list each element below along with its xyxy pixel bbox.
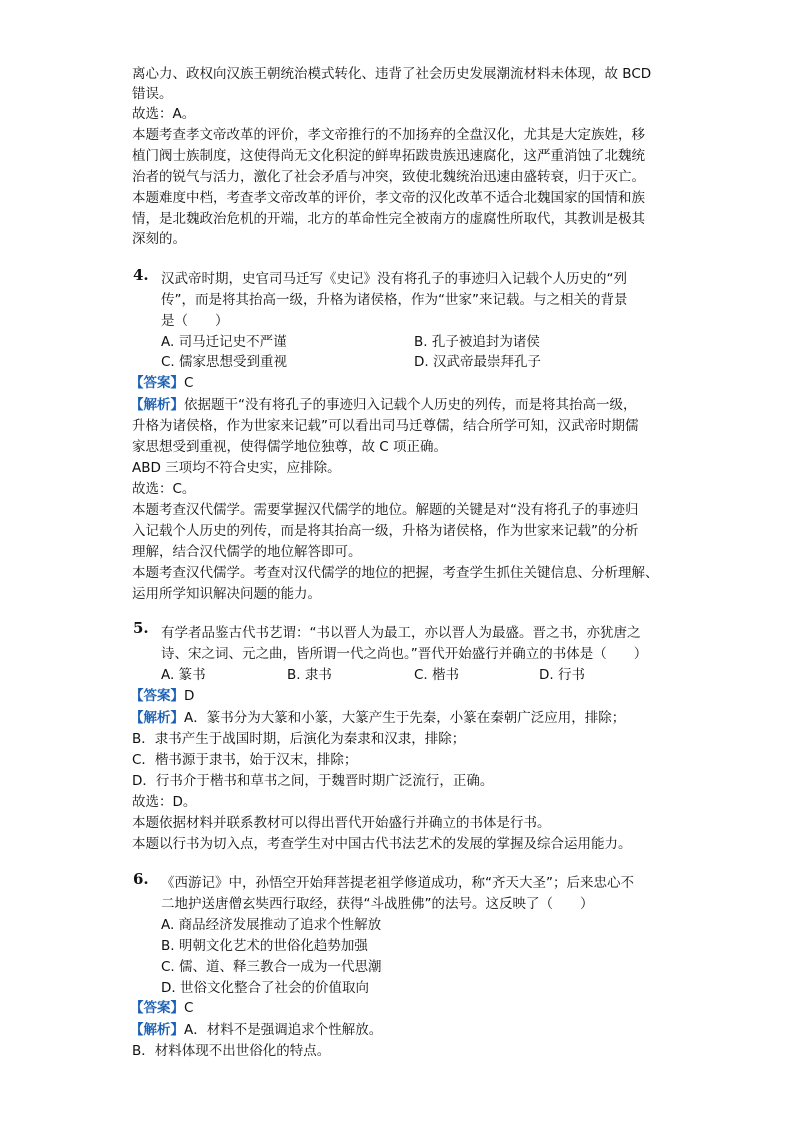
analysis-line xyxy=(130,1020,382,1040)
prev-choose: 故选：A。 xyxy=(132,106,196,122)
question-stem-line: 二地护送唐僧玄奘西行取经，获得“斗战胜佛”的法号。这反映了（ ） xyxy=(161,896,594,912)
answer-value: D xyxy=(184,688,195,704)
answer-tag: 【答案】 xyxy=(130,375,184,391)
prev-comment-line: 情，是北魏政治危机的开端，北方的革命性完全被南方的虚腐性所取代，其教训是极其 xyxy=(132,211,645,227)
question-stem-line: 诗、宋之词、元之曲，皆所谓一代之尚也。”晋代开始盛行并确立的书体是（ ） xyxy=(161,646,648,662)
analysis-tag: 【解析】 xyxy=(130,397,184,413)
option-a: A. 商品经济发展推动了追求个性解放 xyxy=(161,917,382,933)
question-stem-line: 《西游记》中，孙悟空开始拜菩提老祖学修道成功，称“齐天大圣”；后来忠心不 xyxy=(161,875,634,891)
comment-line: 入记载个人历史的列传，而是将其抬高一级，升格为诸侯格，作为世家来记载”的分析 xyxy=(132,523,639,539)
comment-line: 本题考查汉代儒学。需要掌握汉代儒学的地位。解题的关键是对“没有将孔子的事迹归 xyxy=(132,502,639,518)
comment-line: 本题依据材料并联系教材可以得出晋代开始盛行并确立的书体是行书。 xyxy=(132,815,551,831)
analysis-text: A．篆书分为大篆和小篆，大篆产生于先秦，小篆在秦朝广泛应用，排除； xyxy=(184,710,626,726)
option-c: C. 楷书 xyxy=(414,667,460,683)
question-stem-line: 有学者品鉴古代书艺谓：“书以晋人为最工，亦以晋人为最盛。晋之书，亦犹唐之 xyxy=(161,625,641,641)
answer-value: C xyxy=(184,1000,194,1016)
option-c: C. 儒家思想受到重视 xyxy=(161,354,288,370)
option-b: B. 明朝文化艺术的世俗化趋势加强 xyxy=(161,938,368,954)
analysis-text: ABD 三项均不符合史实，应排除。 xyxy=(132,460,341,476)
analysis-tag: 【解析】 xyxy=(130,1022,184,1038)
option-b: B. 隶书 xyxy=(287,667,332,683)
question-stem-line: 传”，而是将其抬高一级，升格为诸侯格，作为“世家”来记载。与之相关的背景 xyxy=(161,292,628,308)
option-b: B. 孔子被追封为诸侯 xyxy=(414,334,540,350)
answer-line xyxy=(130,686,194,706)
analysis-text: 依据题干“没有将孔子的事迹归入记载个人历史的列传，而是将其抬高一级， xyxy=(184,397,637,413)
comment-line: 本题考查汉代儒学。考查对汉代儒学的地位的把握，考查学生抓住关键信息、分析理解、 xyxy=(132,565,659,581)
prev-comment-line: 本题难度中档，考查孝文帝改革的评价，孝文帝的汉化改革不适合北魏国家的国情和族 xyxy=(132,190,645,206)
answer-value: C xyxy=(184,375,194,391)
analysis-line xyxy=(130,395,637,415)
question-number: 6. xyxy=(133,870,149,888)
analysis-text: D．行书介于楷书和草书之间，于魏晋时期广泛流行，正确。 xyxy=(132,773,494,789)
option-d: D. 汉武帝最崇拜孔子 xyxy=(414,354,541,370)
question-number: 5. xyxy=(133,619,149,637)
analysis-text: A．材料不是强调追求个性解放。 xyxy=(184,1022,383,1038)
option-d: D. 行书 xyxy=(539,667,585,683)
answer-line xyxy=(130,373,193,393)
choose-line: 故选：D。 xyxy=(132,794,197,810)
prev-comment-line: 深刻的。 xyxy=(132,231,186,247)
analysis-tag: 【解析】 xyxy=(130,710,184,726)
analysis-text: 家思想受到重视，使得儒学地位独尊，故 C 项正确。 xyxy=(132,439,448,455)
answer-tag: 【答案】 xyxy=(130,1000,184,1016)
choose-line: 故选：C。 xyxy=(132,481,196,497)
prev-comment-line: 本题考查孝文帝改革的评价，孝文帝推行的不加扬弃的全盘汉化，尤其是大定族姓，移 xyxy=(132,127,645,143)
prev-analysis-line: 错误。 xyxy=(132,86,173,102)
option-a: A. 司马迁记史不严谨 xyxy=(161,334,287,350)
analysis-text: B．材料体现不出世俗化的特点。 xyxy=(132,1043,331,1059)
prev-comment-line: 治者的锐气与活力，激化了社会矛盾与冲突，致使北魏统治迅速由盛转衰，归于灭亡。 xyxy=(132,169,645,185)
option-a: A. 篆书 xyxy=(161,667,206,683)
analysis-text: B．隶书产生于战国时期，后演化为秦隶和汉隶，排除； xyxy=(132,731,466,747)
analysis-line xyxy=(130,708,625,728)
question-number: 4. xyxy=(133,266,149,284)
question-stem-line: 是（ ） xyxy=(161,313,229,329)
answer-line xyxy=(130,998,193,1018)
analysis-text: C．楷书源于隶书，始于汉末，排除； xyxy=(132,752,358,768)
prev-analysis-line: 离心力、政权向汉族王朝统治模式转化、违背了社会历史发展潮流材料未体现，故 BCD xyxy=(132,66,652,82)
answer-tag: 【答案】 xyxy=(130,688,184,704)
comment-line: 理解，结合汉代儒学的地位解答即可。 xyxy=(132,544,362,560)
comment-line: 本题以行书为切入点，考查学生对中国古代书法艺术的发展的掌握及综合运用能力。 xyxy=(132,836,632,852)
option-d: D. 世俗文化整合了社会的价值取向 xyxy=(161,980,369,996)
analysis-text: 升格为诸侯格，作为世家来记载”可以看出司马迁尊儒，结合所学可知，汉武帝时期儒 xyxy=(132,418,639,434)
option-c: C. 儒、道、释三教合一成为一代思潮 xyxy=(161,959,382,975)
question-stem-line: 汉武帝时期，史官司马迁写《史记》没有将孔子的事迹归入记载个人历史的“列 xyxy=(161,271,627,287)
prev-comment-line: 植门阀士族制度，这使得尚无文化积淀的鲜卑拓跋贵族迅速腐化，这严重消蚀了北魏统 xyxy=(132,148,645,164)
comment-line: 运用所学知识解决问题的能力。 xyxy=(132,586,321,602)
